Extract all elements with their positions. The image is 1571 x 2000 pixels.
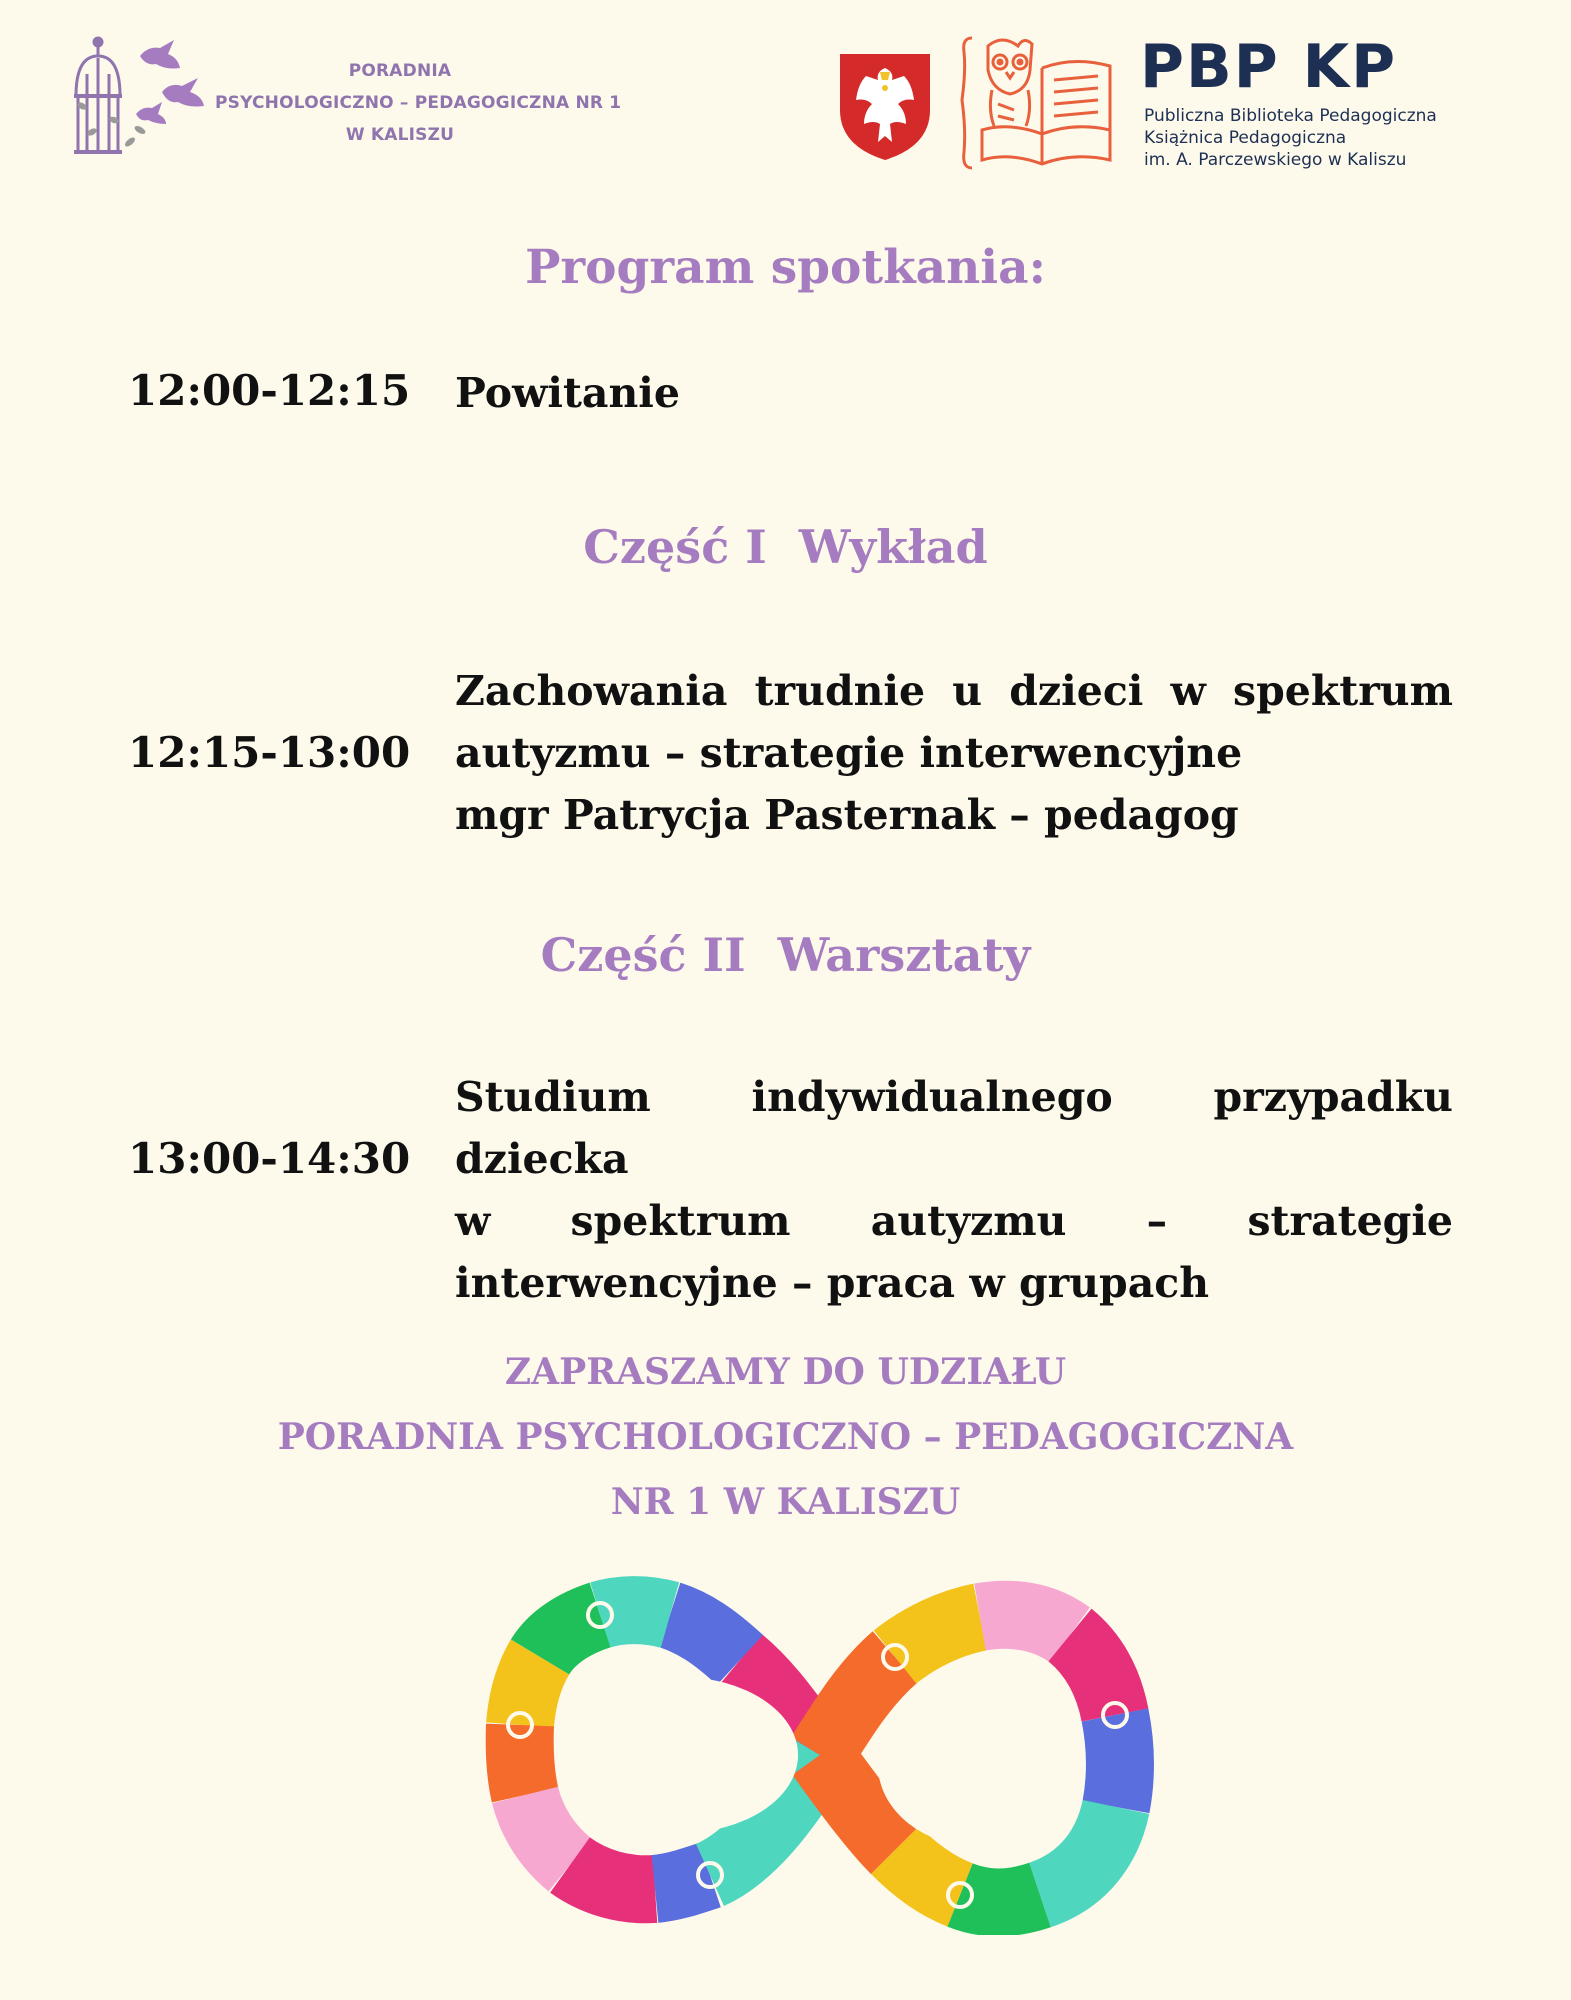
invitation-line: NR 1 W KALISZU	[610, 1481, 961, 1523]
autism-infinity-puzzle-icon	[480, 1575, 1160, 1935]
poradnia-line: PORADNIA	[348, 61, 452, 81]
description-line: interwencyjne – praca w grupach	[455, 1259, 1210, 1307]
schedule-time: 13:00-14:30	[128, 1134, 411, 1183]
birdcage-logo	[70, 34, 210, 164]
owl-book-logo	[958, 30, 1126, 174]
invitation-line: ZAPRASZAMY DO UDZIAŁU	[504, 1351, 1067, 1393]
pbp-subtitle-line: Książnica Pedagogiczna	[1144, 128, 1347, 148]
schedule-time: 12:00-12:15	[128, 366, 411, 415]
invitation-text	[0, 1340, 1571, 1535]
section-heading-part1: Część I Wykład	[583, 520, 988, 574]
pbp-brand-title: PBP KP	[1140, 32, 1398, 102]
description-line: autyzmu – strategie interwencyjne	[455, 729, 1243, 777]
description-line: Studium indywidualnego przypadku dziecka	[455, 1073, 1453, 1183]
pbp-subtitle-line: im. A. Parczewskiego w Kaliszu	[1144, 150, 1407, 170]
schedule-description	[455, 660, 1453, 846]
pbp-subtitle-line: Publiczna Biblioteka Pedagogiczna	[1144, 106, 1437, 126]
description-line: Powitanie	[455, 369, 680, 417]
pbp-subtitle	[1144, 105, 1437, 171]
schedule-time: 12:15-13:00	[128, 728, 411, 777]
description-line: Zachowania trudnie u dzieci w spektrum	[455, 667, 1453, 715]
poradnia-name	[215, 55, 622, 151]
description-line: w spektrum autyzmu – strategie	[455, 1197, 1453, 1245]
schedule-description	[455, 1066, 1453, 1314]
poradnia-line: PSYCHOLOGICZNO – PEDAGOGICZNA NR 1	[215, 93, 622, 113]
page-title: Program spotkania:	[525, 240, 1046, 295]
invitation-line: PORADNIA PSYCHOLOGICZNO – PEDAGOGICZNA	[277, 1416, 1294, 1458]
poradnia-line: W KALISZU	[345, 125, 455, 145]
eagle-crest-icon	[836, 50, 934, 162]
description-line: mgr Patrycja Pasternak – pedagog	[455, 791, 1239, 839]
schedule-description	[455, 362, 1453, 424]
section-heading-part2: Część II Warsztaty	[540, 928, 1031, 982]
